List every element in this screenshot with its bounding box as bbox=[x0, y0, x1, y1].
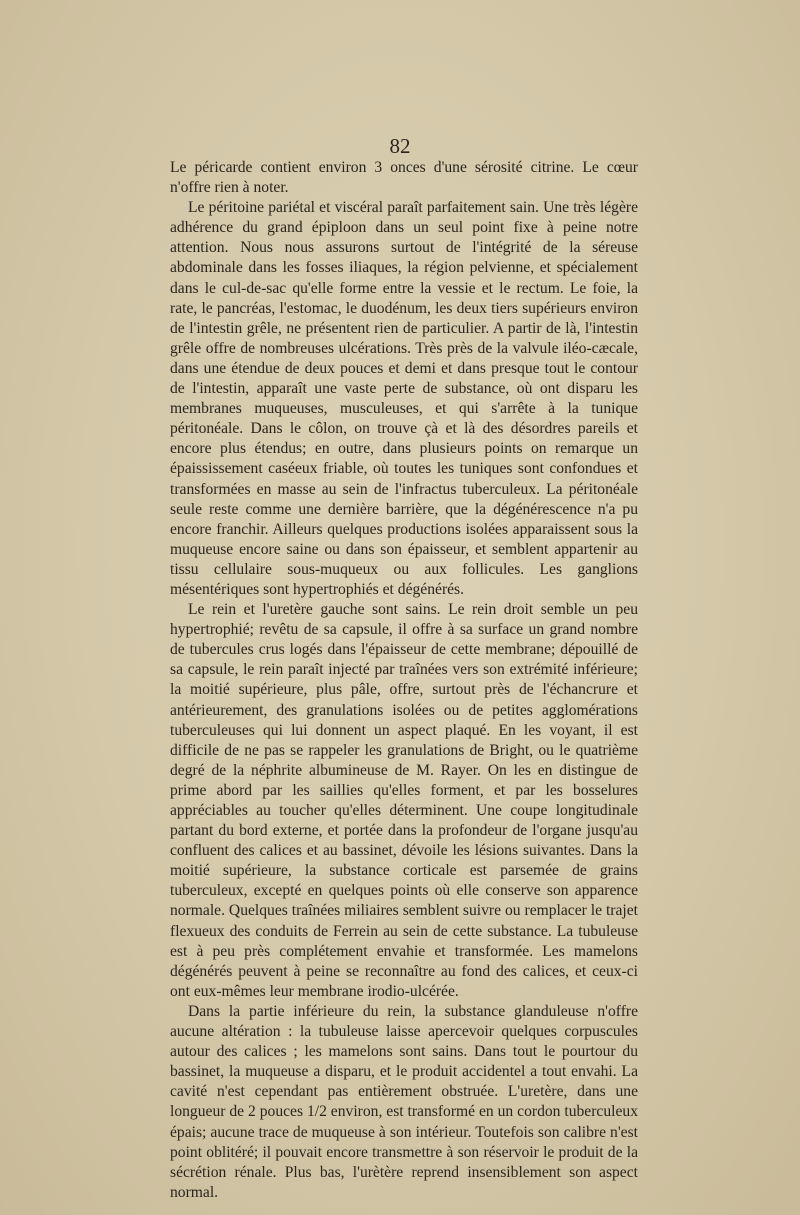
paragraph-rein: Le rein et l'uretère gauche sont sains. Le rein droit semble un peu hypertrophié; revêtu de sa capsule, il offre à sa surface un grand nombre de tubercules crus logés dans l'épaisseur de cette membrane; dépouillé de sa capsule, le rein paraît injecté par traînées vers son extrémité inférieure; la moitié supérieure, plus pâle, offre, surtout près de l'échancrure et antérieurement, des granulations isolées ou de petites agglomérations tuberculeuses qui lui donnent un aspect plaqué. En les voyant, il est difficile de ne pas se rappeler les granulations de Bright, ou le quatrième degré de la néphrite albumineuse de M. Rayer. On les en distingue de prime abord par les saillies qu'elles forment, et par les bosselures appréciables au toucher qu'elles déterminent. Une coupe longitudinale partant du bord externe, et portée dans la profondeur de l'organe jusqu'au confluent des calices et au bassinet, dévoile les lésions suivantes. Dans la moitié supérieure, la substance corticale est parsemée de grains tuberculeux, excepté en quelques points où elle conserve son apparence normale. Quelques traînées miliaires semblent suivre ou remplacer le trajet flexueux des conduits de Ferrein au sein de cette substance. La tubuleuse est à peu près complétement envahie et transformée. Les mamelons dégénérés peuvent à peine se reconnaître au fond des calices, et ceux-ci ont eux-mêmes leur membrane irodio-ulcérée. bbox=[170, 601, 638, 1000]
body-text bbox=[170, 158, 638, 1203]
page-number: 82 bbox=[389, 134, 411, 158]
paragraph-partie-inferieure: Dans la partie inférieure du rein, la substance glanduleuse n'offre aucune altération : la tubuleuse laisse apercevoir quelques corpuscules autour des calices ; les mamelons sont sains. Dans tout le pourtour du bassinet, la muqueuse a disparu, et le produit accidentel a tout envahi. La cavité n'est cependant pas entièrement obstruée. L'uretère, dans une longueur de 2 pouces 1/2 environ, est transformé en un cordon tuberculeux épais; aucune trace de muqueuse à son intérieur. Toutefois son calibre n'est point oblitéré; il pouvait encore transmettre à son réservoir le produit de la sécrétion rénale. Plus bas, l'urètère reprend insensiblement son aspect normal. bbox=[170, 1002, 638, 1201]
paragraph-peritoine: Le péritoine pariétal et viscéral paraît parfaitement sain. Une très légère adhérence du grand épiploon dans un seul point fixe à peine notre attention. Nous nous assurons surtout de l'intégrité de la séreuse abdominale dans les fosses iliaques, la région pelvienne, et spécialement dans le cul-de-sac qu'elle forme entre la vessie et le rectum. Le foie, la rate, le pancréas, l'estomac, le duodénum, les deux tiers supérieurs environ de l'intestin grêle, ne présentent rien de particulier. A partir de là, l'intestin grêle offre de nombreuses ulcérations. Très près de la valvule iléo-cæcale, dans une étendue de deux pouces et demi et dans presque tout le contour de l'intestin, apparaît une vaste perte de substance, où ont disparu les membranes muqueuses, musculeuses, et qui s'arrête à la tunique péritonéale. Dans le côlon, on trouve çà et là des désordres pareils et encore plus étendus; en outre, dans plusieurs points on remarque un épaississement caséeux friable, où toutes les tuniques sont confondues et transformées en masse au sein de l'infractus tuberculeux. La péritonéale seule reste comme une dernière barrière, que la dégénérescence n'a pu encore franchir. Ailleurs quelques productions isolées apparaissent sous la muqueuse encore saine ou dans son épaisseur, et semblent appartenir au tissu cellulaire sous-muqueux ou aux follicules. Les ganglions mésentériques sont hypertrophiés et dégénérés. bbox=[170, 199, 638, 598]
paragraph-pericarde: Le péricarde contient environ 3 onces d'une sérosité citrine. Le cœur n'offre rien à noter. bbox=[170, 159, 638, 197]
